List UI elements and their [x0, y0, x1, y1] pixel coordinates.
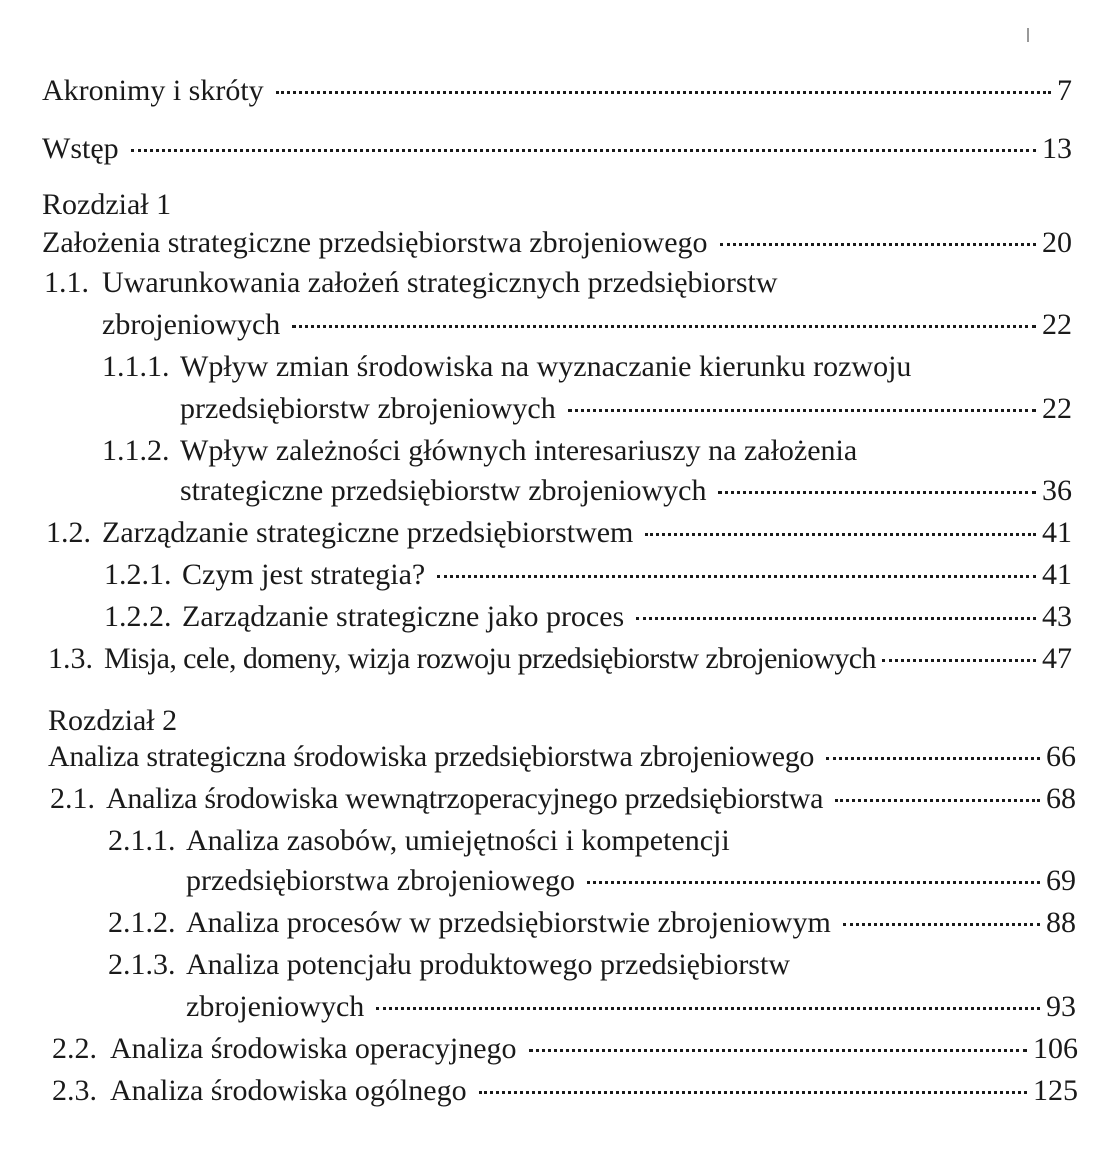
dot-leader	[636, 617, 1036, 620]
dot-leader	[826, 757, 1040, 760]
toc-entry-1-2-2[interactable]	[104, 598, 1072, 636]
entry-page: 7	[1057, 74, 1072, 107]
entry-page: 69	[1046, 864, 1076, 897]
entry-number: 1.1.2.	[102, 434, 170, 467]
entry-label: Zarządzanie strategiczne jako proces	[182, 600, 625, 633]
entry-label-cont: przedsiębiorstw zbrojeniowych	[180, 392, 556, 425]
entry-page: 68	[1046, 782, 1076, 815]
dot-leader	[276, 91, 1051, 94]
toc-entry-1-1-1-line2[interactable]	[180, 390, 1072, 428]
entry-page: 22	[1042, 392, 1072, 425]
entry-page: 41	[1042, 558, 1072, 591]
dot-leader	[529, 1049, 1027, 1052]
toc-entry-acronyms[interactable]	[42, 72, 1072, 110]
toc-entry-2-2[interactable]	[52, 1030, 1078, 1068]
toc-entry-1-3[interactable]	[48, 640, 1072, 678]
dot-leader	[131, 149, 1036, 152]
toc-entry-1-1-line1[interactable]	[44, 264, 778, 302]
dot-leader	[835, 799, 1040, 802]
toc-entry-2-1-1-line2[interactable]	[186, 862, 1076, 900]
entry-label: Akronimy i skróty	[42, 74, 264, 107]
entry-number: 1.2.2.	[104, 600, 172, 633]
entry-label: Analiza środowiska ogólnego	[110, 1074, 467, 1107]
entry-label: Wpływ zależności głównych interesariuszy na założenia	[180, 434, 858, 467]
entry-page: 125	[1033, 1074, 1078, 1107]
entry-number: 1.2.1.	[104, 558, 172, 591]
entry-label-cont: strategiczne przedsiębiorstw zbrojeniowych	[180, 474, 707, 507]
entry-label: Analiza procesów w przedsiębiorstwie zbrojeniowym	[186, 906, 831, 939]
entry-label-cont: zbrojeniowych	[102, 308, 281, 341]
entry-page: 13	[1042, 132, 1072, 165]
entry-page: 93	[1046, 990, 1076, 1023]
toc-entry-2-1-3-line2[interactable]	[186, 988, 1076, 1026]
entry-label: Analiza zasobów, umiejętności i kompetencji	[186, 824, 730, 857]
dot-leader	[645, 533, 1036, 536]
entry-page: 20	[1042, 226, 1072, 259]
toc-entry-chapter-1[interactable]	[42, 224, 1072, 262]
entry-page: 47	[1042, 642, 1072, 675]
entry-number: 1.1.	[44, 266, 89, 299]
toc-entry-1-1-line2[interactable]	[102, 306, 1072, 344]
dot-leader	[479, 1091, 1027, 1094]
dot-leader	[882, 659, 1036, 662]
toc-entry-1-2[interactable]	[46, 514, 1072, 552]
entry-number: 2.1.1.	[108, 824, 176, 857]
entry-page: 22	[1042, 308, 1072, 341]
entry-number: 1.1.1.	[102, 350, 170, 383]
entry-page: 66	[1046, 740, 1076, 773]
toc-entry-1-1-1-line1[interactable]	[102, 348, 911, 386]
entry-number: 2.1.	[50, 782, 95, 815]
dot-leader	[437, 575, 1036, 578]
dot-leader	[568, 409, 1036, 412]
entry-page: 43	[1042, 600, 1072, 633]
entry-page: 88	[1046, 906, 1076, 939]
dot-leader	[720, 243, 1036, 246]
toc-entry-1-1-2-line1[interactable]	[102, 432, 857, 470]
toc-entry-1-1-2-line2[interactable]	[180, 472, 1072, 510]
entry-label: Czym jest strategia?	[182, 558, 426, 591]
toc-entry-2-1-3-line1[interactable]	[108, 946, 790, 984]
entry-label: Analiza strategiczna środowiska przedsiębiorstwa zbrojeniowego	[48, 740, 815, 773]
dot-leader	[376, 1007, 1040, 1010]
dot-leader	[718, 491, 1036, 494]
dot-leader	[587, 881, 1040, 884]
entry-label: Analiza środowiska operacyjnego	[110, 1032, 517, 1065]
toc-entry-chapter-2[interactable]	[48, 738, 1076, 776]
entry-number: 2.1.3.	[108, 948, 176, 981]
entry-number: 2.1.2.	[108, 906, 176, 939]
toc-entry-2-1-2[interactable]	[108, 904, 1076, 942]
toc-entry-2-3[interactable]	[52, 1072, 1078, 1110]
entry-number: 2.3.	[52, 1074, 97, 1107]
entry-label: Analiza potencjału produktowego przedsiębiorstw	[186, 948, 790, 981]
toc-entry-1-2-1[interactable]	[104, 556, 1072, 594]
toc-entry-2-1-1-line1[interactable]	[108, 822, 730, 860]
dot-leader	[843, 923, 1040, 926]
entry-number: 2.2.	[52, 1032, 97, 1065]
entry-label: Misja, cele, domeny, wizja rozwoju przedsiębiorstw zbrojeniowych	[104, 642, 876, 675]
entry-label: Wstęp	[42, 132, 119, 165]
entry-number: 1.3.	[48, 642, 93, 675]
entry-label: Założenia strategiczne przedsiębiorstwa zbrojeniowego	[42, 226, 708, 259]
entry-label: Wpływ zmian środowiska na wyznaczanie kierunku rozwoju	[180, 350, 912, 383]
scan-mark	[1027, 28, 1029, 42]
entry-label: Uwarunkowania założeń strategicznych przedsiębiorstw	[102, 266, 778, 299]
entry-number: 1.2.	[46, 516, 91, 549]
chapter-number: Rozdział 1	[42, 188, 172, 221]
entry-label-cont: zbrojeniowych	[186, 990, 365, 1023]
toc-entry-2-1[interactable]	[50, 780, 1076, 818]
toc-entry-intro[interactable]	[42, 130, 1072, 168]
chapter-heading-1	[42, 186, 171, 224]
dot-leader	[292, 325, 1036, 328]
entry-label: Analiza środowiska wewnątrzoperacyjnego przedsiębiorstwa	[106, 782, 824, 815]
entry-page: 106	[1033, 1032, 1078, 1065]
entry-label-cont: przedsiębiorstwa zbrojeniowego	[186, 864, 576, 897]
chapter-number: Rozdział 2	[48, 704, 178, 737]
entry-page: 36	[1042, 474, 1072, 507]
entry-label: Zarządzanie strategiczne przedsiębiorstwem	[102, 516, 634, 549]
entry-page: 41	[1042, 516, 1072, 549]
chapter-heading-2	[48, 702, 177, 740]
